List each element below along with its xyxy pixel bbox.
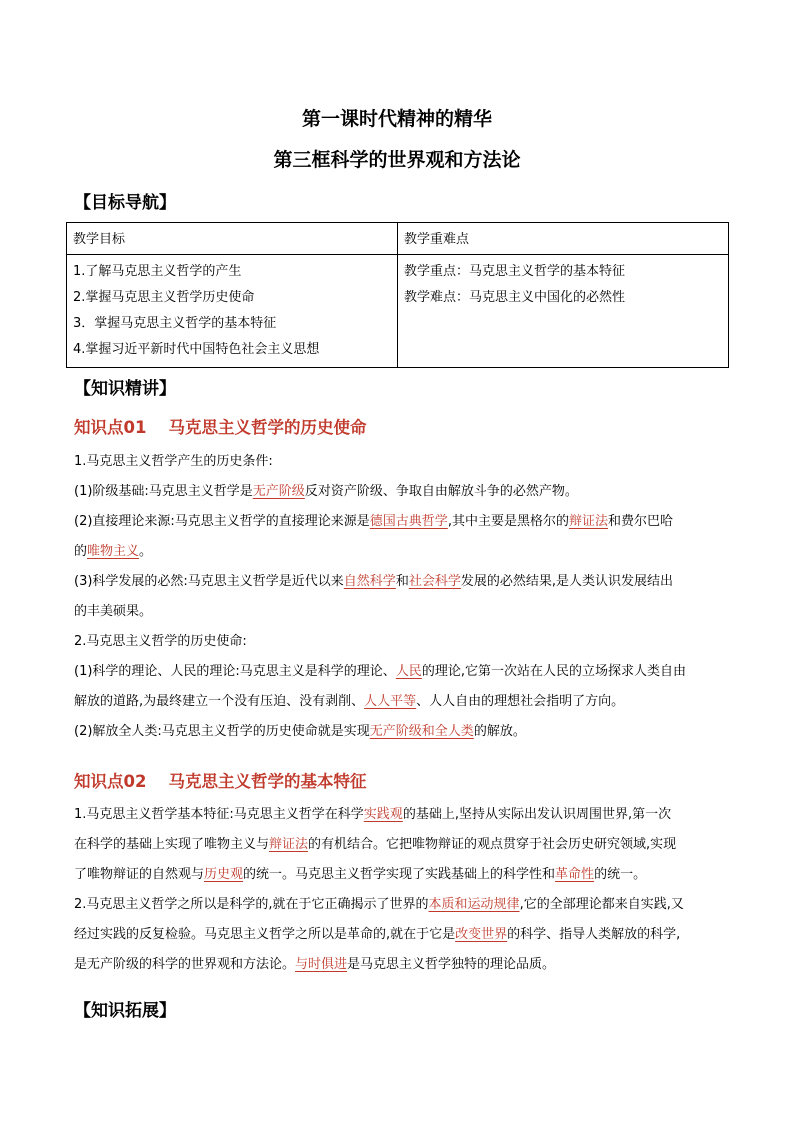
text-line: (1)阶级基础:马克思主义哲学是无产阶级反对资产阶级、争取自由解放斗争的必然产物。 <box>74 484 578 499</box>
goal-table-header-keypoints: 教学重难点 <box>398 223 729 255</box>
text-line: 的丰美硕果。 <box>74 604 153 619</box>
key-term: 无产阶级 <box>252 484 305 499</box>
text-line: 解放的道路,为最终建立一个没有压迫、没有剥削、人人平等、人人自由的理想社会指明了方向。 <box>74 694 625 709</box>
goal-table <box>66 222 729 368</box>
key-term: 人民 <box>395 664 422 679</box>
key-term: 辩证法 <box>269 837 309 852</box>
text-line: 1.马克思主义哲学基本特征:马克思主义哲学在科学实践观的基础上,坚持从实际出发认识周围世界,第一次 <box>74 807 672 822</box>
knowledge-heading: 【知识精讲】 <box>74 379 176 399</box>
extend-heading: 【知识拓展】 <box>74 1001 176 1021</box>
lesson-title: 第一课时代精神的精华 <box>301 108 492 130</box>
text-line: 1.马克思主义哲学产生的历史条件: <box>74 454 273 469</box>
text-line: 2.马克思主义哲学的历史使命: <box>74 634 247 649</box>
goal-item: 4.掌握习近平新时代中国特色社会主义思想 <box>73 342 320 357</box>
section-title: 第三框科学的世界观和方法论 <box>273 149 521 171</box>
knowledge-point-02-body <box>74 800 734 980</box>
keypoint-list <box>398 255 729 368</box>
knowledge-point-title: 马克思主义哲学的历史使命 <box>168 418 367 437</box>
key-term: 改变世界 <box>455 927 508 942</box>
text-line: 在科学的基础上实现了唯物主义与辩证法的有机结合。它把唯物辩证的观点贯穿于社会历史研究领域,实现 <box>74 837 677 852</box>
goal-table-header-goals: 教学目标 <box>67 223 398 255</box>
key-term: 社会科学 <box>408 574 461 589</box>
text-line: (2)直接理论来源:马克思主义哲学的直接理论来源是德国古典哲学,其中主要是黑格尔的辩证法和费尔巴哈 <box>74 514 673 529</box>
text-line: 经过实践的反复检验。马克思主义哲学之所以是革命的,就在于它是改变世界的科学、指导人类解放的科学, <box>74 927 681 942</box>
goal-item: 2.掌握马克思主义哲学历史使命 <box>73 290 255 305</box>
key-term: 与时俱进 <box>295 957 348 972</box>
key-term: 辩证法 <box>568 514 608 529</box>
key-term: 历史观 <box>204 867 244 882</box>
key-term: 人人平等 <box>364 694 417 709</box>
key-term: 自然科学 <box>343 574 396 589</box>
goal-nav-heading: 【目标导航】 <box>74 193 176 213</box>
knowledge-point-01-heading <box>74 414 366 438</box>
text-line: (1)科学的理论、人民的理论:马克思主义是科学的理论、人民的理论,它第一次站在人民的立场探求人类自由 <box>74 664 686 679</box>
goal-item: 3．掌握马克思主义哲学的基本特征 <box>73 316 277 331</box>
text-line: 了唯物辩证的自然观与历史观的统一。马克思主义哲学实现了实践基础上的科学性和革命性的统一。 <box>74 867 647 882</box>
knowledge-point-title: 马克思主义哲学的基本特征 <box>168 772 367 791</box>
text-line: 2.马克思主义哲学之所以是科学的,就在于它正确揭示了世界的本质和运动规律,它的全部理论都来自实践,又 <box>74 897 684 912</box>
knowledge-point-number: 知识点01 <box>74 418 147 437</box>
goal-item: 1.了解马克思主义哲学的产生 <box>73 264 242 279</box>
keypoint-item: 教学重点：马克思主义哲学的基本特征 <box>404 264 626 279</box>
key-term: 本质和运动规律 <box>428 897 520 912</box>
text-line: (2)解放全人类:马克思主义哲学的历史使命就是实现无产阶级和全人类的解放。 <box>74 724 526 739</box>
key-term: 无产阶级和全人类 <box>369 724 474 739</box>
text-line: 是无产阶级的科学的世界观和方法论。与时俱进是马克思主义哲学独特的理论品质。 <box>74 957 556 972</box>
text-line: 的唯物主义。 <box>74 544 153 559</box>
text-line: (3)科学发展的必然:马克思主义哲学是近代以来自然科学和社会科学发展的必然结果,是人类认识发展结出 <box>74 574 673 589</box>
key-term: 德国古典哲学 <box>369 514 448 529</box>
goal-list <box>67 255 398 368</box>
knowledge-point-number: 知识点02 <box>74 772 147 791</box>
knowledge-point-02-heading <box>74 768 366 792</box>
key-term: 革命性 <box>555 867 595 882</box>
keypoint-item: 教学难点：马克思主义中国化的必然性 <box>404 290 626 305</box>
key-term: 实践观 <box>363 807 403 822</box>
knowledge-point-01-body <box>74 447 734 747</box>
key-term: 唯物主义 <box>87 544 140 559</box>
